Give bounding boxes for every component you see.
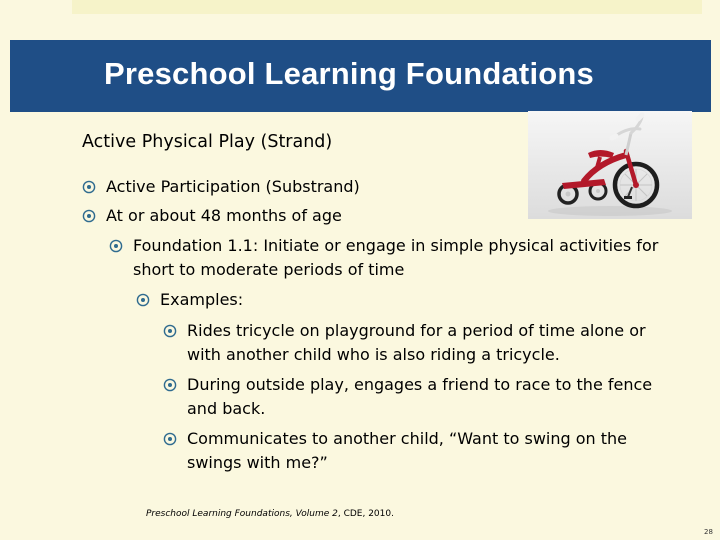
list-item-text: Rides tricycle on playground for a period of time alone or [187,321,646,340]
circle-target-icon [163,432,177,446]
list-item-text: At or about 48 months of age [106,206,342,225]
page-number: 28 [704,528,713,536]
list-item-text: Foundation 1.1: Initiate or engage in simple physical activities for [133,236,659,255]
list-item-text: swings with me?” [187,453,328,472]
circle-target-icon [136,293,150,307]
citation [146,509,394,519]
citation-details: , CDE, 2010. [337,509,394,519]
top-decorative-strip [72,0,702,14]
list-item-text: Communicates to another child, “Want to swing on the [187,429,628,448]
list-item-text: short to moderate periods of time [133,260,405,279]
list-item-text: with another child who is also riding a tricycle. [187,345,560,364]
list-item-text: Active Participation (Substrand) [106,177,360,196]
strand-heading: Active Physical Play (Strand) [82,132,333,152]
list-item-text: During outside play, engages a friend to race to the fence [187,375,653,394]
list-item-text: and back. [187,399,266,418]
circle-target-icon [82,209,96,223]
circle-target-icon [163,324,177,338]
circle-target-icon [82,180,96,194]
circle-target-icon [163,378,177,392]
list-item-text: Examples: [160,290,244,309]
circle-target-icon [109,239,123,253]
slide-title: Preschool Learning Foundations [104,56,594,91]
tricycle-photo [528,111,692,219]
citation-title: Preschool Learning Foundations, Volume 2 [146,509,338,519]
tricycle-illustration [528,111,692,219]
